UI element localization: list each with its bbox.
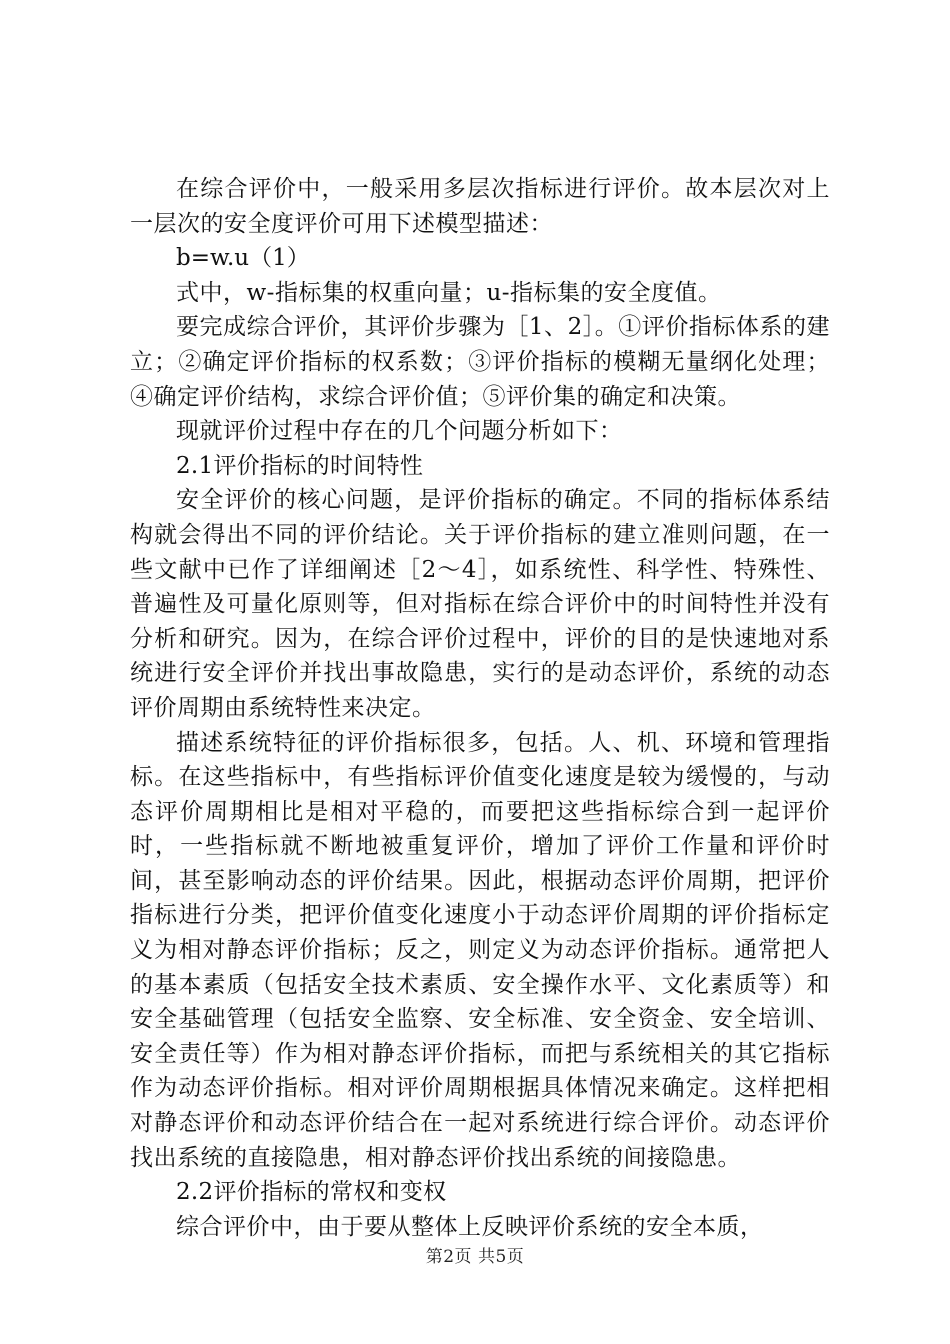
paragraph-time-characteristic: 安全评价的核心问题，是评价指标的确定。不同的指标体系结构就会得出不同的评价结论。关于评价指标的建立准则问题，在一些文献中已作了详细阐述［2～4］，如系统性、科学性、特殊性、普遍性及可量化原则等，但对指标在综合评价中的时间特性并没有分析和研究。因为，在综合评价过程中，评价的目的是快速地对系统进行安全评价并找出事故隐患，实行的是动态评价，系统的动态评价周期由系统特性来决定。 — [130, 487, 830, 721]
paragraph-formula-explanation: 式中，w-指标集的权重向量；u-指标集的安全度值。 — [176, 279, 722, 306]
formula-line: b=w.u（1） — [176, 245, 310, 272]
paragraph-indicator-classification: 描述系统特征的评价指标很多，包括。人、机、环境和管理指标。在这些指标中，有些指标评价值变化速度是较为缓慢的，与动态评价周期相比是相对平稳的，而要把这些指标综合到一起评价时，一些指标就不断地被重复评价，增加了评价工作量和评价时间，甚至影响动态的评价结果。因此，根据动态评价周期，把评价指标进行分类，把评价值变化速度小于动态评价周期的评价指标定义为相对静态评价指标；反之，则定义为动态评价指标。通常把人的基本素质（包括安全技术素质、安全操作水平、文化素质等）和安全基础管理（包括安全监察、安全标准、安全资金、安全培训、安全责任等）作为相对静态评价指标，而把与系统相关的其它指标作为动态评价指标。相对评价周期根据具体情况来确定。这样把相对静态评价和动态评价结合在一起对系统进行综合评价。动态评价找出系统的直接隐患，相对静态评价找出系统的间接隐患。 — [130, 729, 830, 1171]
section-heading-2-1: 2.1评价指标的时间特性 — [176, 452, 424, 479]
paragraph-weights: 综合评价中，由于要从整体上反映评价系统的安全本质， — [176, 1213, 764, 1240]
page-footer: 第2页 共5页 — [425, 1247, 525, 1267]
section-heading-2-2: 2.2评价指标的常权和变权 — [176, 1179, 447, 1206]
paragraph-problem-intro: 现就评价过程中存在的几个问题分析如下： — [176, 418, 623, 445]
document-body — [130, 172, 830, 1244]
paragraph-intro: 在综合评价中，一般采用多层次指标进行评价。故本层次对上一层次的安全度评价可用下述模型描述： — [130, 176, 830, 237]
paragraph-evaluation-steps: 要完成综合评价，其评价步骤为［1、2］。①评价指标体系的建立；②确定评价指标的权系数；③评价指标的模糊无量纲化处理；④确定评价结构，求综合评价值；⑤评价集的确定和决策。 — [130, 314, 830, 410]
